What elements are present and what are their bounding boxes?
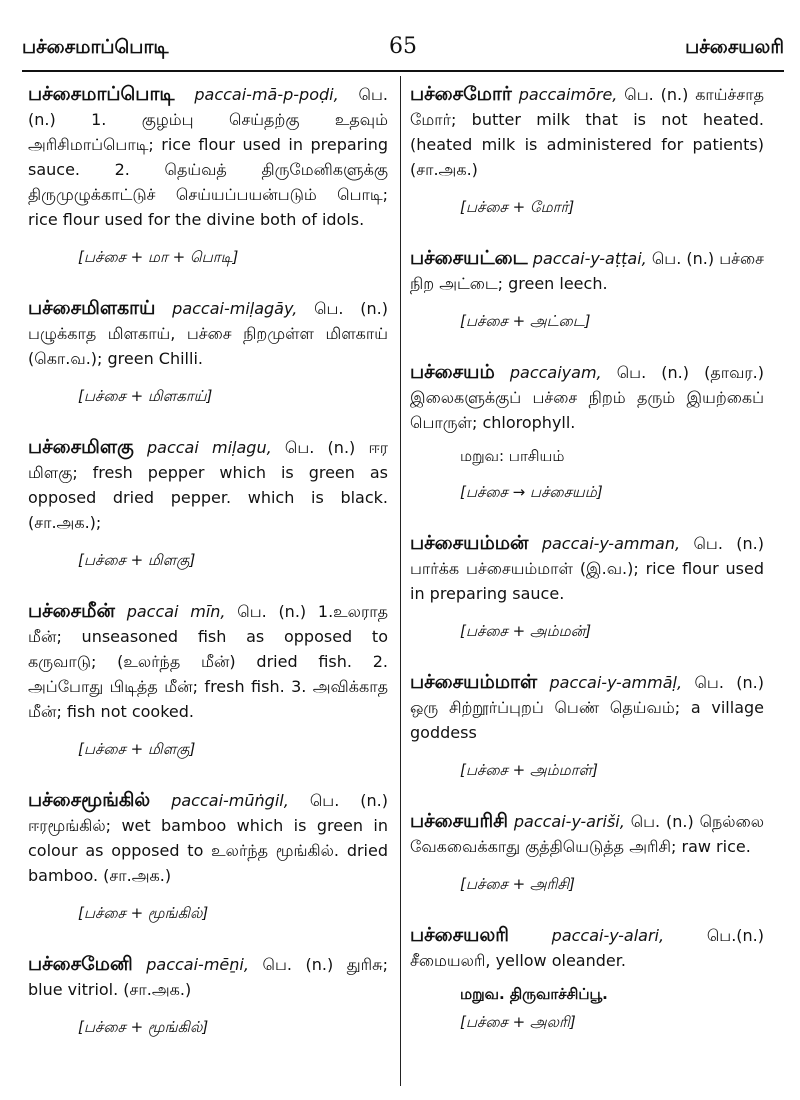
entry-etymology: [பச்சை + மிளகாய்] bbox=[78, 387, 213, 405]
dictionary-entry bbox=[28, 82, 388, 268]
page-header bbox=[22, 34, 784, 64]
entry-etymology: [பச்சை + அட்டை] bbox=[460, 312, 591, 330]
entry-transliteration: paccaiyam, bbox=[509, 363, 602, 382]
dictionary-entry bbox=[410, 923, 764, 1033]
dictionary-entry bbox=[410, 82, 764, 218]
dictionary-entry bbox=[410, 531, 764, 642]
entry-headword: பச்சையம்மாள் bbox=[410, 671, 538, 693]
entry-transliteration: paccai-miḷagāy, bbox=[172, 299, 298, 318]
dictionary-entry bbox=[28, 296, 388, 407]
entry-transliteration: paccai mīn, bbox=[126, 602, 226, 621]
entry-headword: பச்சையலரி bbox=[410, 924, 509, 946]
entry-etymology: [பச்சை + அம்மாள்] bbox=[460, 761, 598, 779]
entry-synonym: மறுவ: பாசியம் bbox=[460, 447, 565, 465]
entry-headword: பச்சையம்மன் bbox=[410, 532, 529, 554]
left-column bbox=[28, 82, 388, 1038]
entry-transliteration: paccai-mā-p-poḍi, bbox=[194, 85, 339, 104]
entry-headword: பச்சைமிளகாய் bbox=[28, 297, 156, 319]
right-column bbox=[410, 82, 764, 1033]
entry-transliteration: paccai-y-alari, bbox=[551, 926, 665, 945]
entry-synonym: மறுவ. திருவாச்சிப்பூ. bbox=[460, 985, 608, 1003]
header-last-word: பச்சையலரி bbox=[685, 36, 784, 58]
entry-definition: பெ. (n.) துரிசு; blue vitriol. (சா.அக.) bbox=[28, 955, 388, 999]
entry-etymology: [பச்சை + மிளகு] bbox=[78, 551, 196, 569]
entry-definition: பெ. (n.) ஒரு சிற்றூர்ப்புறப் பெண் தெய்வம்; a village goddess bbox=[410, 673, 764, 742]
entry-headword: பச்சைமோர் bbox=[410, 83, 512, 105]
entry-headword: பச்சைமாப்பொடி bbox=[28, 83, 175, 105]
dictionary-entry bbox=[28, 435, 388, 571]
entry-headword: பச்சைமிளகு bbox=[28, 436, 134, 458]
header-first-word: பச்சைமாப்பொடி bbox=[22, 36, 169, 58]
entry-definition: பெ. (n.) 1.உலராத மீன்; unseasoned fish as opposed to கருவாடு; (உலர்ந்த மீன்) dried fish. 2. அப்போது பிடித்த மீன்; fresh fish. 3. அவிக்காத மீன்; fish not cooked. bbox=[28, 602, 388, 721]
entry-etymology: [பச்சை + மா + பொடி] bbox=[78, 248, 239, 266]
entry-definition: பெ. (n.) காய்ச்சாத மோர்; butter milk that is not heated. (heated milk is administered for patients) (சா.அக.) bbox=[410, 85, 764, 179]
entry-definition: பெ. (n.) ஈர மிளகு; fresh pepper which is green as opposed dried pepper. which is black. (சா.அக.); bbox=[28, 438, 389, 532]
entry-headword: பச்சைமூங்கில் bbox=[28, 789, 151, 811]
entry-definition: பெ. (n.) பார்க்க பச்சையம்மாள் (இ.வ.); rice flour used in preparing sauce. bbox=[410, 534, 764, 603]
entry-definition: பெ. (n.) பச்சை நிற அட்டை; green leech. bbox=[410, 249, 764, 293]
dictionary-entry bbox=[28, 952, 388, 1038]
entry-headword: பச்சைமீன் bbox=[28, 600, 115, 622]
dictionary-entry bbox=[410, 246, 764, 332]
entry-etymology: [பச்சை + மூங்கில்] bbox=[78, 1018, 209, 1036]
dictionary-entry bbox=[28, 788, 388, 924]
entry-headword: பச்சையரிசி bbox=[410, 810, 509, 832]
dictionary-entry bbox=[410, 670, 764, 781]
entry-etymology: [பச்சை + அம்மன்] bbox=[460, 622, 592, 640]
entry-definition: பெ. (n.) நெல்லை வேகவைக்காது குத்தியெடுத்த அரிசி; raw rice. bbox=[410, 812, 764, 856]
entry-transliteration: paccai miḷagu, bbox=[147, 438, 272, 457]
entry-definition: பெ.(n.) சீமையலரி, yellow oleander. bbox=[410, 926, 764, 970]
entry-headword: பச்சைமேனி bbox=[28, 953, 133, 975]
column-divider bbox=[400, 76, 401, 1086]
entry-transliteration: paccai-y-ariši, bbox=[513, 812, 625, 831]
entry-etymology: [பச்சை + அலரி] bbox=[460, 1013, 576, 1031]
entry-definition: பெ. (n.) பழுக்காத மிளகாய், பச்சை நிறமுள்ள மிளகாய் (கொ.வ.); green Chilli. bbox=[28, 299, 388, 368]
entry-etymology: [பச்சை + மோர்] bbox=[460, 198, 575, 216]
dictionary-entry bbox=[410, 809, 764, 895]
entry-transliteration: paccai-y-amman, bbox=[541, 534, 681, 553]
entry-etymology: [பச்சை → பச்சையம்] bbox=[460, 483, 603, 501]
entry-transliteration: paccai-mēṉi, bbox=[146, 955, 249, 974]
entry-transliteration: paccai-mūṅgil, bbox=[171, 791, 289, 810]
entry-etymology: [பச்சை + அரிசி] bbox=[460, 875, 575, 893]
header-rule bbox=[22, 70, 784, 72]
entry-etymology: [பச்சை + மிளகு] bbox=[78, 740, 196, 758]
entry-etymology: [பச்சை + மூங்கில்] bbox=[78, 904, 209, 922]
entry-headword: பச்சையட்டை bbox=[410, 247, 528, 269]
entry-transliteration: paccaimōre, bbox=[518, 85, 618, 104]
entry-definition: பெ. (n.) (தாவர.) இலைகளுக்குப் பச்சை நிறம் தரும் இயற்கைப் பொருள்; chlorophyll. bbox=[410, 363, 764, 432]
entry-definition: பெ. (n.) ஈரமூங்கில்; wet bamboo which is green in colour as opposed to உலர்ந்த மூங்கில். dried bamboo. (சா.அக.) bbox=[28, 791, 389, 885]
dictionary-entry bbox=[410, 360, 764, 503]
entry-headword: பச்சையம் bbox=[410, 361, 495, 383]
entry-transliteration: paccai-y-ammāḷ, bbox=[549, 673, 683, 692]
entry-definition: பெ. (n.) 1. குழம்பு செய்தற்கு உதவும் அரிசிமாப்பொடி; rice flour used in preparing sauce. 2. தெய்வத் திருமேனிகளுக்கு திருமுழுக்காட்டுச் செய்யப்பயன்படும் பொடி; rice flour used for the divine both of idols. bbox=[28, 85, 388, 229]
dictionary-entry bbox=[28, 599, 388, 760]
entry-transliteration: paccai-y-aṭṭai, bbox=[532, 249, 647, 268]
page-number: 65 bbox=[389, 34, 417, 59]
